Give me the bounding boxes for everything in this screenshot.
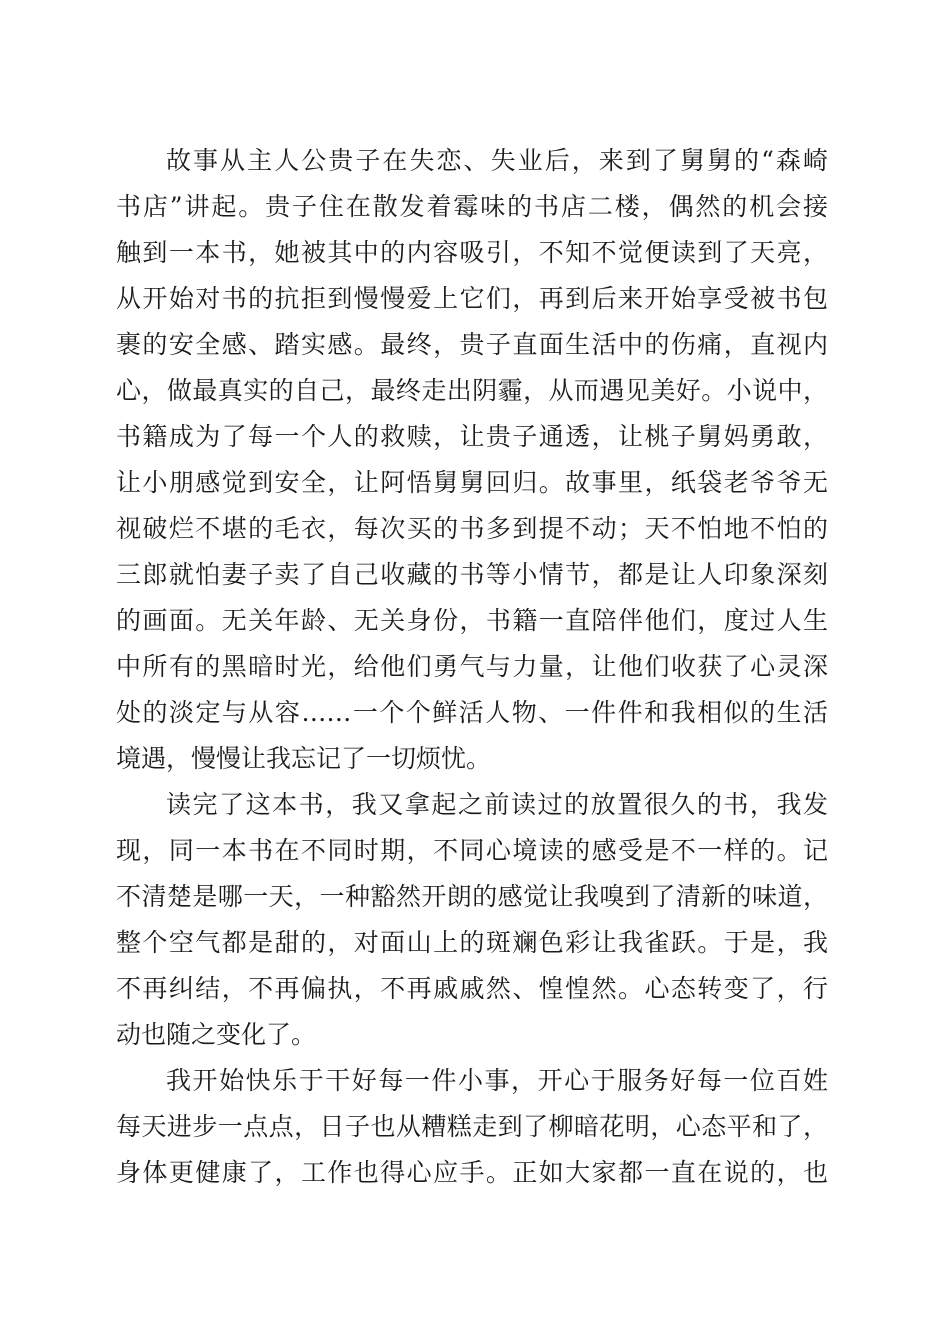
paragraph-2 <box>116 782 828 1058</box>
text-line: 裹的安全感、踏实感。最终，贵子直面生活中的伤痛，直视内 <box>116 330 828 359</box>
paragraph-1 <box>116 138 828 782</box>
text-line: 不清楚是哪一天，一种豁然开朗的感觉让我嗅到了清新的味道， <box>116 882 828 911</box>
text-line: 现，同一本书在不同时期，不同心境读的感受是不一样的。记 <box>116 836 828 865</box>
text-line: 三郎就怕妻子卖了自己收藏的书等小情节，都是让人印象深刻 <box>116 560 828 589</box>
document-body <box>116 138 828 1196</box>
text-line: 身体更健康了，工作也得心应手。正如大家都一直在说的，也 <box>116 1158 828 1187</box>
text-line: 读完了这本书，我又拿起之前读过的放置很久的书，我发 <box>166 790 828 819</box>
text-line: 我开始快乐于干好每一件小事，开心于服务好每一位百姓 <box>166 1066 828 1095</box>
text-line: 视破烂不堪的毛衣，每次买的书多到提不动；天不怕地不怕的 <box>116 514 828 543</box>
paragraph-3 <box>116 1058 828 1196</box>
text-line: 故事从主人公贵子在失恋、失业后，来到了舅舅的“森崎 <box>166 146 828 175</box>
text-line: 动也随之变化了。 <box>116 1020 317 1049</box>
text-line: 让小朋感觉到安全，让阿悟舅舅回归。故事里，纸袋老爷爷无 <box>116 468 828 497</box>
text-line: 书籍成为了每一个人的救赎，让贵子通透，让桃子舅妈勇敢， <box>116 422 828 451</box>
text-line: 书店”讲起。贵子住在散发着霉味的书店二楼，偶然的机会接 <box>116 192 828 221</box>
text-line: 心，做最真实的自己，最终走出阴霾，从而遇见美好。小说中， <box>116 376 828 405</box>
text-line: 不再纠结，不再偏执，不再戚戚然、惶惶然。心态转变了，行 <box>116 974 828 1003</box>
text-line: 从开始对书的抗拒到慢慢爱上它们，再到后来开始享受被书包 <box>116 284 828 313</box>
text-line: 触到一本书，她被其中的内容吸引，不知不觉便读到了天亮， <box>116 238 828 267</box>
text-line: 每天进步一点点，日子也从糟糕走到了柳暗花明，心态平和了， <box>116 1112 828 1141</box>
text-line: 处的淡定与从容……一个个鲜活人物、一件件和我相似的生活 <box>116 698 828 727</box>
text-line: 境遇，慢慢让我忘记了一切烦忧。 <box>116 744 492 773</box>
text-line: 中所有的黑暗时光，给他们勇气与力量，让他们收获了心灵深 <box>116 652 828 681</box>
text-line: 整个空气都是甜的，对面山上的斑斓色彩让我雀跃。于是，我 <box>116 928 828 957</box>
text-line: 的画面。无关年龄、无关身份，书籍一直陪伴他们，度过人生 <box>116 606 828 635</box>
